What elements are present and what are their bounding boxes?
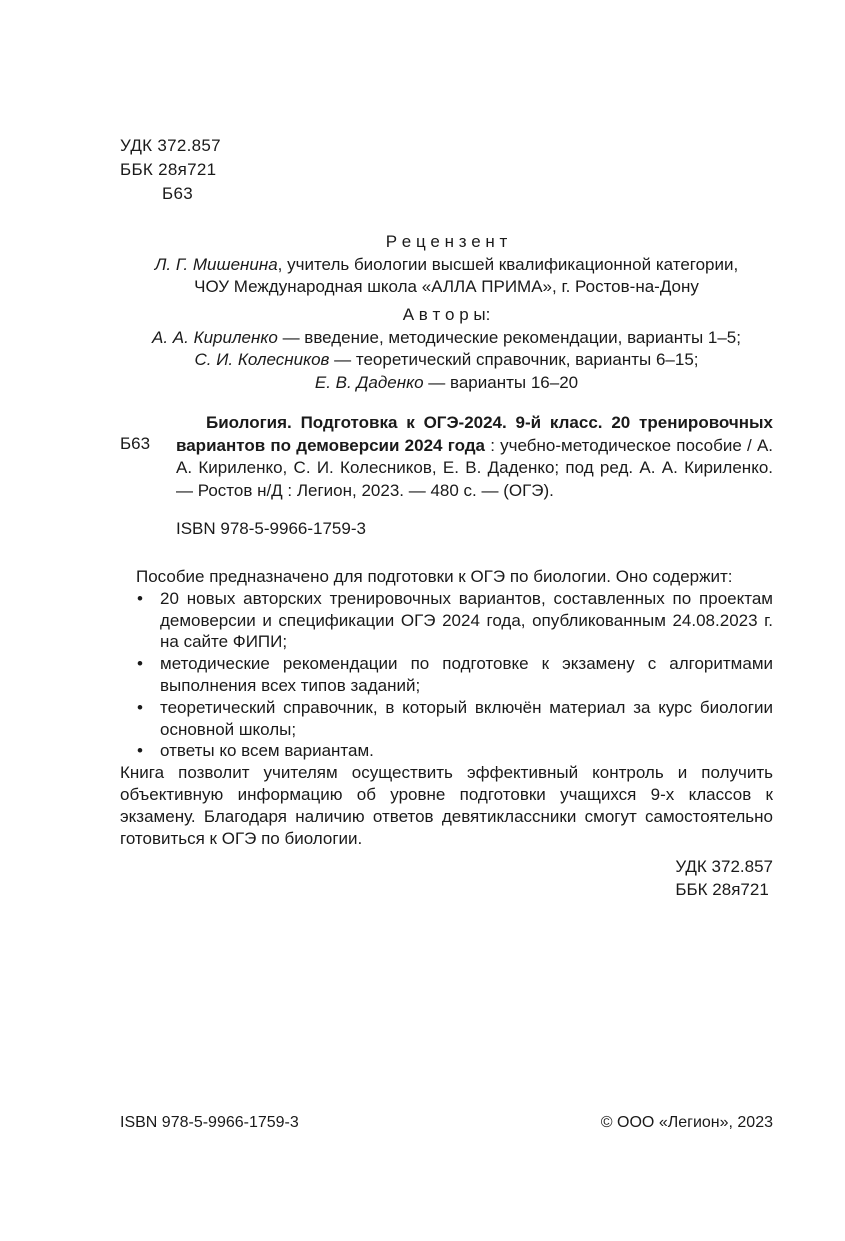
- reviewer-block: [120, 231, 773, 299]
- list-item: • ответы ко всем вариантам.: [137, 741, 374, 761]
- bibliography-mark: Б63: [120, 434, 151, 453]
- bullet-icon: •: [137, 654, 143, 674]
- udk-code: УДК 372.857: [120, 136, 221, 155]
- footer-isbn: ISBN 978-5-9966-1759-3: [120, 1114, 299, 1131]
- list-item: • методические рекомендации по подготовке к экзамену с алгоритмами выполнения всех типов заданий;: [137, 654, 773, 695]
- author-role: — варианты 16–20: [423, 372, 579, 392]
- reviewer-name: Л. Г. Мишенина: [154, 254, 278, 274]
- list-item: • теоретический справочник, в который включён материал за курс биологии основной школы;: [137, 697, 773, 739]
- list-item: • 20 новых авторских тренировочных вариантов, составленных по проектам демоверсии и спецификации ОГЭ 2024 года, опубликованным 24.08.2023 г. на сайте ФИПИ;: [137, 588, 773, 652]
- reviewer-position: , учитель биологии высшей квалификационной категории,: [277, 254, 739, 274]
- author-name: Е. В. Даденко: [314, 372, 424, 392]
- bibliographic-record: [176, 412, 773, 502]
- reviewer-line-2: ЧОУ Международная школа «АЛЛА ПРИМА», г. Ростов-на-Дону: [194, 277, 699, 296]
- author-name: А. А. Кириленко: [152, 327, 278, 347]
- author-role: — теоретический справочник, варианты 6–15;: [329, 350, 699, 369]
- author-line: [120, 372, 773, 395]
- description-outro: Книга позволит учителям осуществить эффективный контроль и получить объективную информацию об уровне подготовки учащихся 9-х классов к экзамену. Благодаря наличию ответов девятиклассники смогут самостоятельно готовиться к ОГЭ по биологии.: [120, 763, 773, 848]
- isbn-record: ISBN 978-5-9966-1759-3: [176, 519, 366, 538]
- classification-codes-right: [675, 855, 773, 901]
- classification-codes: [120, 134, 221, 206]
- authors-block: [120, 304, 773, 394]
- udk-code: УДК 372.857: [675, 857, 773, 876]
- bullet-icon: •: [137, 697, 143, 717]
- author-name: С. И. Колесников: [194, 350, 330, 369]
- author-line: [120, 349, 773, 372]
- author-line: [120, 327, 773, 350]
- reviewer-heading: Р е ц е н з е н т: [385, 232, 508, 251]
- bbk-code: ББК 28я721: [675, 880, 769, 899]
- bullet-icon: •: [137, 741, 143, 761]
- description: [120, 566, 773, 849]
- book-title: Биология. Подготовка к ОГЭ-2024. 9-й класс. 20 тренировочных вариантов по демоверсии 2024 года: [176, 413, 773, 455]
- copyright: © ООО «Легион», 2023: [600, 1114, 773, 1131]
- authors-heading: А в т о р ы:: [402, 305, 491, 324]
- author-mark: Б63: [162, 184, 193, 203]
- book-details: : учебно-методическое пособие / А. А. Кириленко, С. И. Колесников, Е. В. Даденко; под ред. А. А. Кириленко. — Ростов н/Д : Легион, 2023. — 480 с. — (ОГЭ).: [176, 435, 774, 500]
- reviewer-line-1: [120, 254, 773, 277]
- description-intro: Пособие предназначено для подготовки к ОГЭ по биологии. Оно содержит:: [136, 567, 733, 586]
- author-role: — введение, методические рекомендации, варианты 1–5;: [277, 327, 741, 347]
- bbk-code: ББК 28я721: [120, 160, 217, 179]
- contents-list: [120, 588, 773, 762]
- bullet-icon: •: [137, 588, 143, 608]
